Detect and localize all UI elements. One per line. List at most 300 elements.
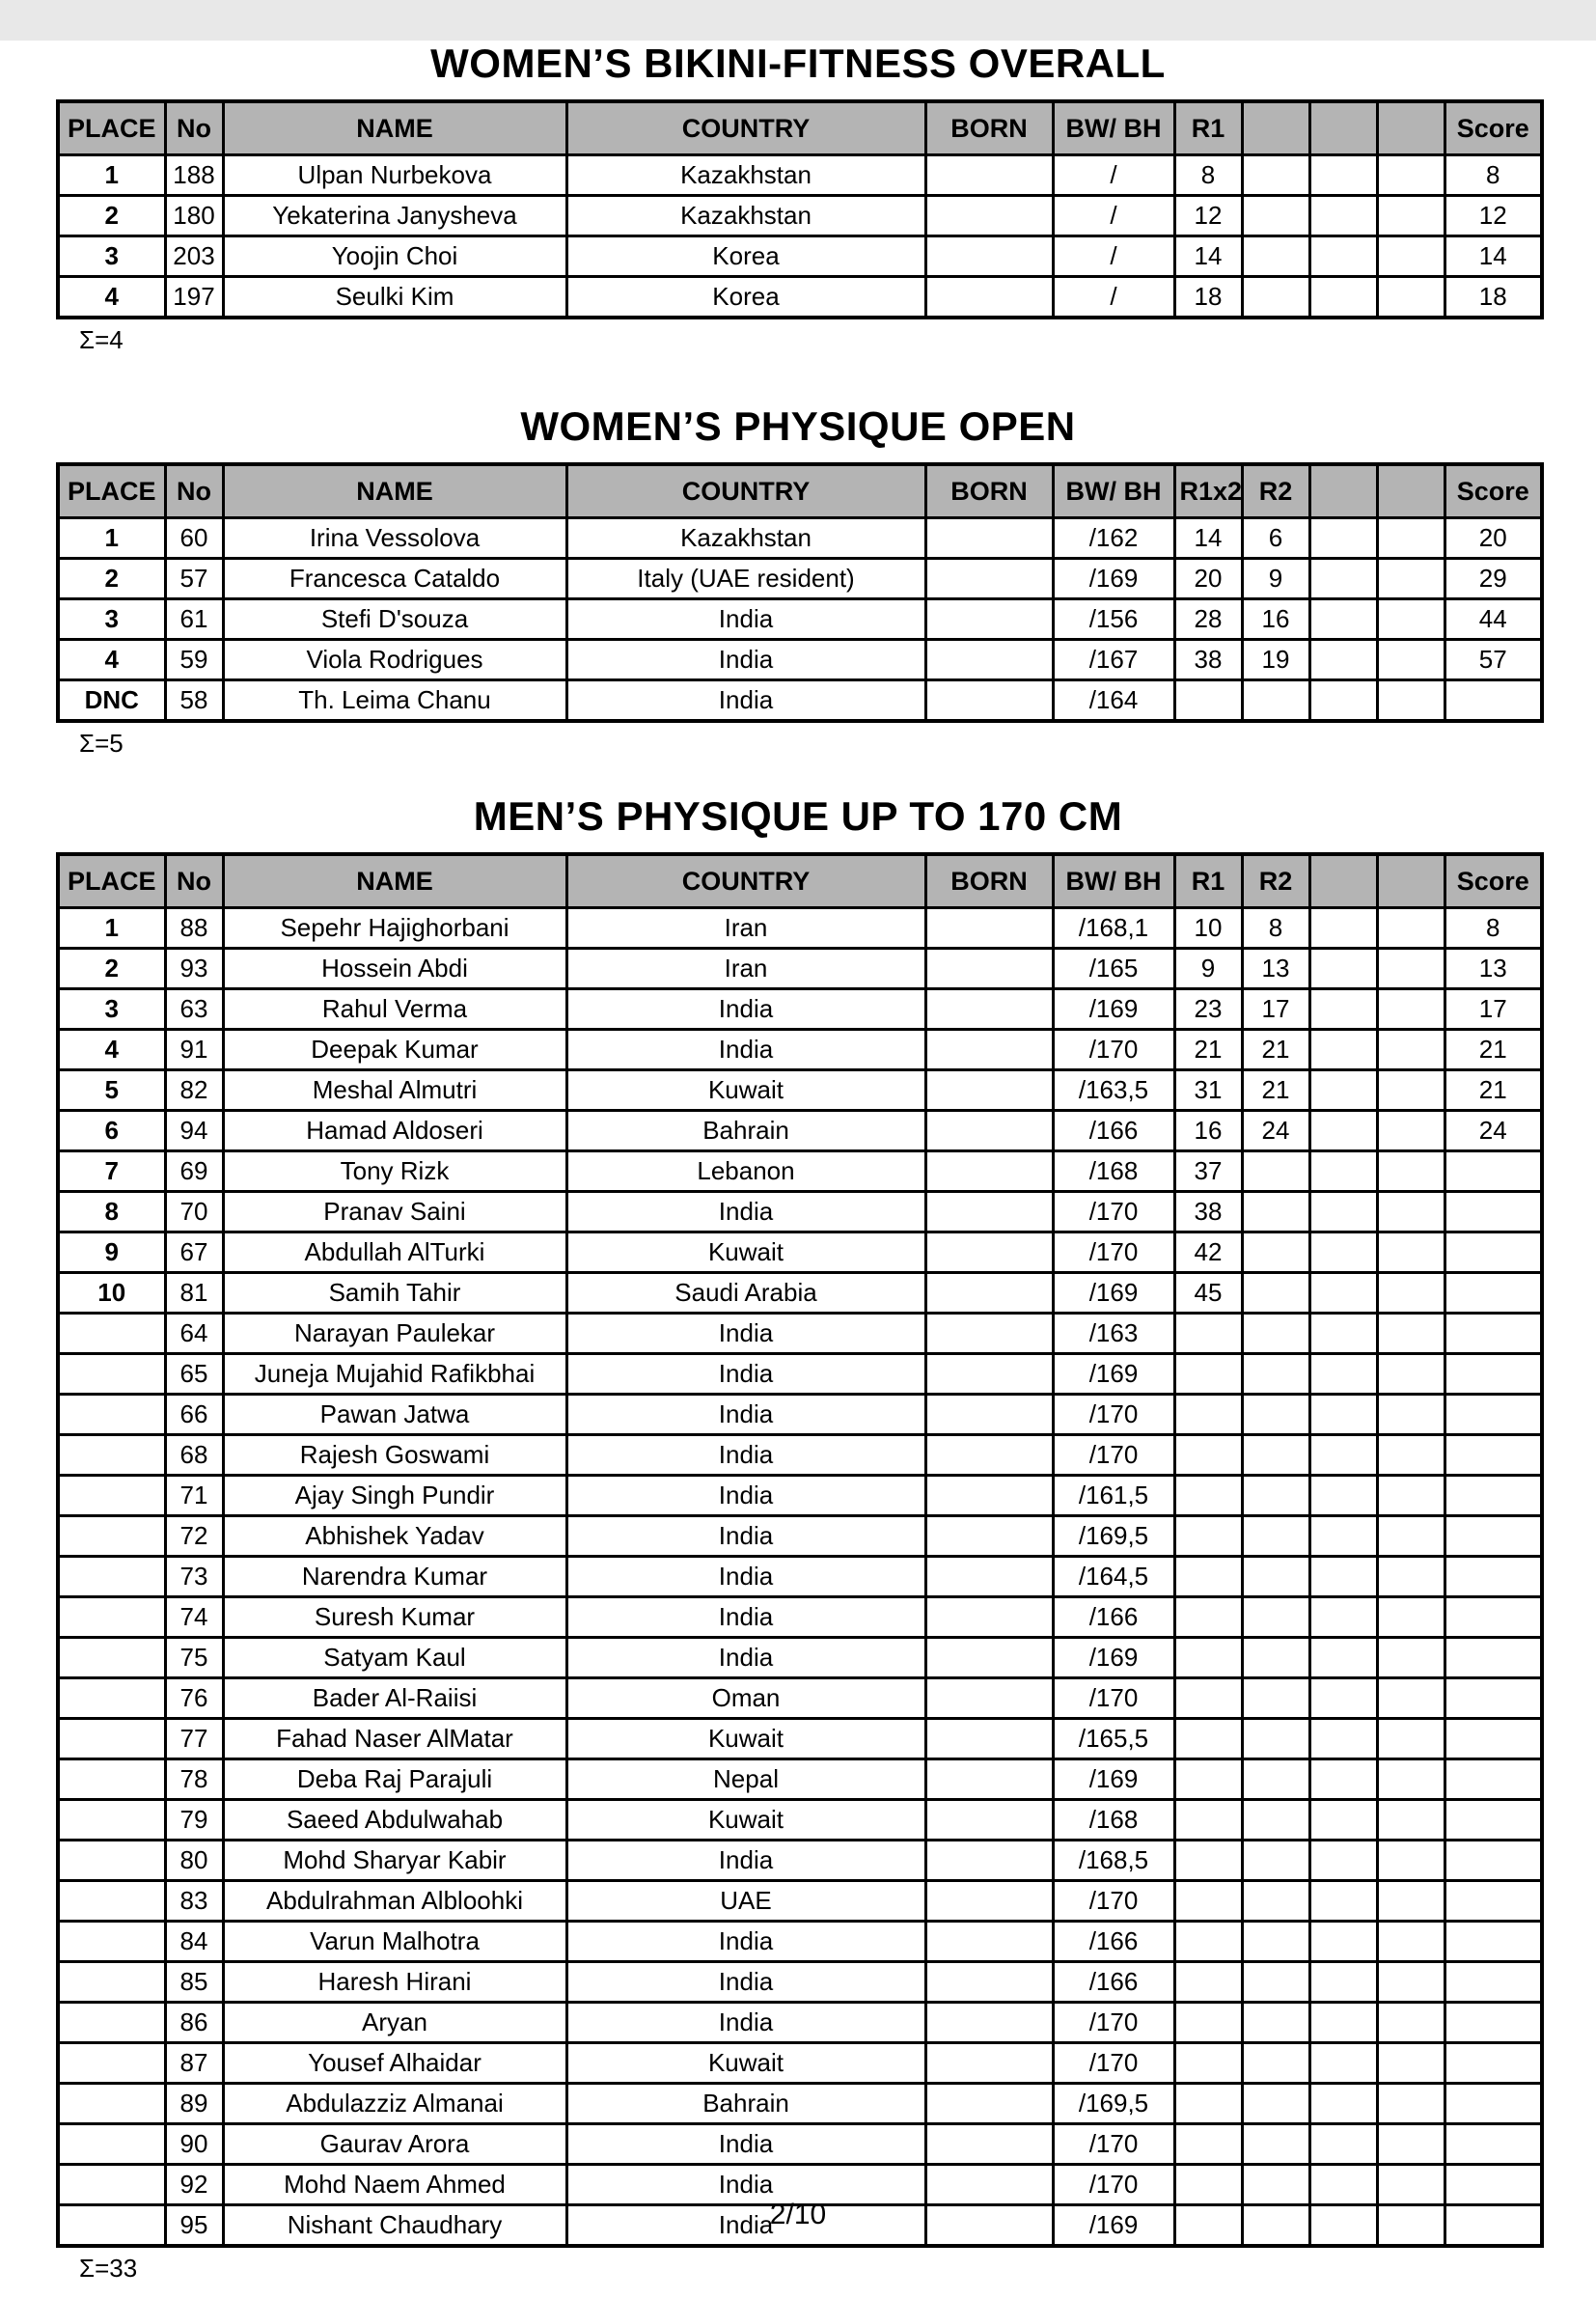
extra-cell bbox=[1377, 2084, 1445, 2124]
country-cell: Iran bbox=[566, 908, 925, 949]
round1-cell bbox=[1174, 1719, 1242, 1759]
round2-cell bbox=[1242, 1719, 1309, 1759]
bwbh-cell: /168 bbox=[1053, 1800, 1174, 1841]
country-cell: India bbox=[566, 1841, 925, 1881]
extra-cell bbox=[1309, 2124, 1377, 2165]
round1-cell: 18 bbox=[1174, 277, 1242, 318]
no-cell: 61 bbox=[165, 599, 223, 640]
born-cell bbox=[925, 1719, 1053, 1759]
header-r1x2: R1x2 bbox=[1174, 464, 1242, 518]
country-cell: India bbox=[566, 1922, 925, 1962]
country-cell: Iran bbox=[566, 949, 925, 989]
born-cell bbox=[925, 2084, 1053, 2124]
score-cell bbox=[1445, 680, 1542, 722]
round1-cell: 42 bbox=[1174, 1232, 1242, 1273]
extra-cell bbox=[1377, 1516, 1445, 1557]
extra-cell bbox=[1309, 155, 1377, 196]
born-cell bbox=[925, 196, 1053, 236]
round2-cell bbox=[1242, 1557, 1309, 1597]
score-cell bbox=[1445, 2124, 1542, 2165]
name-cell: Satyam Kaul bbox=[223, 1638, 566, 1678]
country-cell: India bbox=[566, 1476, 925, 1516]
name-cell: Deba Raj Parajuli bbox=[223, 1759, 566, 1800]
place-cell: 3 bbox=[58, 989, 165, 1030]
bwbh-cell: /170 bbox=[1053, 1192, 1174, 1232]
born-cell bbox=[925, 1070, 1053, 1111]
no-cell: 58 bbox=[165, 680, 223, 722]
name-cell: Abdulazziz Almanai bbox=[223, 2084, 566, 2124]
no-cell: 68 bbox=[165, 1435, 223, 1476]
no-cell: 63 bbox=[165, 989, 223, 1030]
round2-cell bbox=[1242, 155, 1309, 196]
round2-cell bbox=[1242, 1151, 1309, 1192]
round2-cell bbox=[1242, 196, 1309, 236]
country-cell: Kuwait bbox=[566, 2043, 925, 2084]
name-cell: Th. Leima Chanu bbox=[223, 680, 566, 722]
born-cell bbox=[925, 155, 1053, 196]
extra-cell bbox=[1377, 908, 1445, 949]
born-cell bbox=[925, 1962, 1053, 2003]
extra-cell bbox=[1309, 518, 1377, 559]
no-cell: 92 bbox=[165, 2165, 223, 2205]
bwbh-cell: /166 bbox=[1053, 1922, 1174, 1962]
table-row bbox=[58, 1557, 1542, 1597]
no-cell: 85 bbox=[165, 1962, 223, 2003]
results-table-womens-bikini-fitness bbox=[56, 99, 1544, 319]
place-cell bbox=[58, 2124, 165, 2165]
name-cell: Mohd Sharyar Kabir bbox=[223, 1841, 566, 1881]
born-cell bbox=[925, 2003, 1053, 2043]
name-cell: Aryan bbox=[223, 2003, 566, 2043]
table-row bbox=[58, 518, 1542, 559]
country-cell: India bbox=[566, 2003, 925, 2043]
bwbh-cell: / bbox=[1053, 236, 1174, 277]
bwbh-cell: /163,5 bbox=[1053, 1070, 1174, 1111]
no-cell: 59 bbox=[165, 640, 223, 680]
table-row bbox=[58, 2003, 1542, 2043]
name-cell: Pawan Jatwa bbox=[223, 1395, 566, 1435]
table-row bbox=[58, 1030, 1542, 1070]
extra-cell bbox=[1309, 1881, 1377, 1922]
no-cell: 71 bbox=[165, 1476, 223, 1516]
born-cell bbox=[925, 1395, 1053, 1435]
page-footer bbox=[0, 2199, 1596, 2231]
score-cell bbox=[1445, 1800, 1542, 1841]
extra-cell bbox=[1377, 277, 1445, 318]
born-cell bbox=[925, 1476, 1053, 1516]
extra-cell bbox=[1309, 277, 1377, 318]
extra-cell bbox=[1377, 1070, 1445, 1111]
country-cell: Kuwait bbox=[566, 1232, 925, 1273]
no-cell: 77 bbox=[165, 1719, 223, 1759]
header-born: BORN bbox=[925, 854, 1053, 908]
round2-cell bbox=[1242, 1922, 1309, 1962]
name-cell: Narendra Kumar bbox=[223, 1557, 566, 1597]
name-cell: Yousef Alhaidar bbox=[223, 2043, 566, 2084]
round1-cell bbox=[1174, 1354, 1242, 1395]
header-r1: R1 bbox=[1174, 854, 1242, 908]
name-cell: Hamad Aldoseri bbox=[223, 1111, 566, 1151]
extra-cell bbox=[1377, 1962, 1445, 2003]
no-cell: 69 bbox=[165, 1151, 223, 1192]
no-cell: 76 bbox=[165, 1678, 223, 1719]
round2-cell bbox=[1242, 1597, 1309, 1638]
no-cell: 67 bbox=[165, 1232, 223, 1273]
round2-cell bbox=[1242, 1881, 1309, 1922]
country-cell: India bbox=[566, 1557, 925, 1597]
country-cell: India bbox=[566, 640, 925, 680]
header-row bbox=[58, 464, 1542, 518]
place-cell bbox=[58, 1678, 165, 1719]
round1-cell: 38 bbox=[1174, 640, 1242, 680]
born-cell bbox=[925, 989, 1053, 1030]
table-row bbox=[58, 1841, 1542, 1881]
extra-cell bbox=[1377, 1719, 1445, 1759]
country-cell: Bahrain bbox=[566, 1111, 925, 1151]
table-row bbox=[58, 1192, 1542, 1232]
table-row bbox=[58, 1759, 1542, 1800]
bwbh-cell: /170 bbox=[1053, 1435, 1174, 1476]
extra-cell bbox=[1309, 1800, 1377, 1841]
extra-cell bbox=[1377, 1192, 1445, 1232]
extra-cell bbox=[1377, 196, 1445, 236]
name-cell: Saeed Abdulwahab bbox=[223, 1800, 566, 1841]
name-cell: Yoojin Choi bbox=[223, 236, 566, 277]
extra-cell bbox=[1377, 989, 1445, 1030]
header-blank bbox=[1377, 854, 1445, 908]
extra-cell bbox=[1309, 1070, 1377, 1111]
no-cell: 74 bbox=[165, 1597, 223, 1638]
header-place: PLACE bbox=[58, 101, 165, 155]
round2-cell: 21 bbox=[1242, 1070, 1309, 1111]
born-cell bbox=[925, 1111, 1053, 1151]
country-cell: Saudi Arabia bbox=[566, 1273, 925, 1314]
sum-label: Σ=4 bbox=[79, 325, 124, 355]
bwbh-cell: /167 bbox=[1053, 640, 1174, 680]
name-cell: Gaurav Arora bbox=[223, 2124, 566, 2165]
bwbh-cell: /165 bbox=[1053, 949, 1174, 989]
country-cell: India bbox=[566, 1435, 925, 1476]
place-cell bbox=[58, 1841, 165, 1881]
born-cell bbox=[925, 1557, 1053, 1597]
bwbh-cell: /156 bbox=[1053, 599, 1174, 640]
table-row bbox=[58, 1476, 1542, 1516]
extra-cell bbox=[1377, 1557, 1445, 1597]
score-cell: 20 bbox=[1445, 518, 1542, 559]
table-row bbox=[58, 1719, 1542, 1759]
extra-cell bbox=[1309, 1841, 1377, 1881]
name-cell: Hossein Abdi bbox=[223, 949, 566, 989]
bwbh-cell: /170 bbox=[1053, 1395, 1174, 1435]
extra-cell bbox=[1309, 1354, 1377, 1395]
round1-cell bbox=[1174, 2043, 1242, 2084]
round1-cell: 16 bbox=[1174, 1111, 1242, 1151]
header-no: No bbox=[165, 464, 223, 518]
page-content bbox=[56, 41, 1540, 2284]
extra-cell bbox=[1377, 1273, 1445, 1314]
place-cell: 2 bbox=[58, 196, 165, 236]
place-cell bbox=[58, 2043, 165, 2084]
score-cell bbox=[1445, 1759, 1542, 1800]
table-row bbox=[58, 1151, 1542, 1192]
bwbh-cell: /164,5 bbox=[1053, 1557, 1174, 1597]
bwbh-cell: /164 bbox=[1053, 680, 1174, 722]
page-number: 2/10 bbox=[769, 2199, 827, 2230]
country-cell: India bbox=[566, 1962, 925, 2003]
score-cell bbox=[1445, 1841, 1542, 1881]
section-womens-physique-open bbox=[56, 403, 1540, 759]
country-cell: India bbox=[566, 1395, 925, 1435]
table-row bbox=[58, 680, 1542, 722]
extra-cell bbox=[1309, 1395, 1377, 1435]
extra-cell bbox=[1377, 1638, 1445, 1678]
round2-cell bbox=[1242, 2043, 1309, 2084]
round1-cell: 23 bbox=[1174, 989, 1242, 1030]
place-cell: 1 bbox=[58, 908, 165, 949]
born-cell bbox=[925, 640, 1053, 680]
name-cell: Nishant Chaudhary bbox=[223, 2205, 566, 2247]
extra-cell bbox=[1309, 196, 1377, 236]
bwbh-cell: /169 bbox=[1053, 559, 1174, 599]
born-cell bbox=[925, 559, 1053, 599]
name-cell: Haresh Hirani bbox=[223, 1962, 566, 2003]
round2-cell bbox=[1242, 1476, 1309, 1516]
sum-label: Σ=5 bbox=[79, 729, 124, 759]
extra-cell bbox=[1377, 2124, 1445, 2165]
no-cell: 86 bbox=[165, 2003, 223, 2043]
bwbh-cell: / bbox=[1053, 277, 1174, 318]
table-row bbox=[58, 1395, 1542, 1435]
no-cell: 84 bbox=[165, 1922, 223, 1962]
no-cell: 64 bbox=[165, 1314, 223, 1354]
bwbh-cell: /169 bbox=[1053, 989, 1174, 1030]
extra-cell bbox=[1377, 1841, 1445, 1881]
born-cell bbox=[925, 236, 1053, 277]
table-row bbox=[58, 1232, 1542, 1273]
no-cell: 70 bbox=[165, 1192, 223, 1232]
table-row bbox=[58, 1597, 1542, 1638]
page-title: WOMEN’S BIKINI-FITNESS OVERALL bbox=[430, 41, 1166, 86]
extra-cell bbox=[1309, 1759, 1377, 1800]
name-cell: Abhishek Yadav bbox=[223, 1516, 566, 1557]
round1-cell bbox=[1174, 1800, 1242, 1841]
no-cell: 60 bbox=[165, 518, 223, 559]
no-cell: 188 bbox=[165, 155, 223, 196]
score-cell bbox=[1445, 1719, 1542, 1759]
bwbh-cell: /169 bbox=[1053, 1354, 1174, 1395]
born-cell bbox=[925, 2124, 1053, 2165]
bwbh-cell: /168 bbox=[1053, 1151, 1174, 1192]
header-r2: R2 bbox=[1242, 854, 1309, 908]
results-table-womens-physique-open bbox=[56, 462, 1544, 723]
header-blank bbox=[1309, 464, 1377, 518]
table-row bbox=[58, 1070, 1542, 1111]
section-mens-physique-up-to-170cm bbox=[56, 793, 1540, 2284]
round1-cell: 45 bbox=[1174, 1273, 1242, 1314]
bwbh-cell: /169,5 bbox=[1053, 1516, 1174, 1557]
round1-cell bbox=[1174, 1395, 1242, 1435]
score-cell: 57 bbox=[1445, 640, 1542, 680]
table-row bbox=[58, 1314, 1542, 1354]
round1-cell bbox=[1174, 1476, 1242, 1516]
extra-cell bbox=[1309, 908, 1377, 949]
country-cell: India bbox=[566, 2124, 925, 2165]
extra-cell bbox=[1309, 680, 1377, 722]
name-cell: Pranav Saini bbox=[223, 1192, 566, 1232]
place-cell bbox=[58, 1759, 165, 1800]
results-table-mens-physique-170 bbox=[56, 852, 1544, 2248]
table-row bbox=[58, 1516, 1542, 1557]
country-cell: India bbox=[566, 1516, 925, 1557]
round1-cell bbox=[1174, 2124, 1242, 2165]
round2-cell bbox=[1242, 1516, 1309, 1557]
header-name: NAME bbox=[223, 101, 566, 155]
round1-cell: 37 bbox=[1174, 1151, 1242, 1192]
score-cell: 29 bbox=[1445, 559, 1542, 599]
born-cell bbox=[925, 1638, 1053, 1678]
place-cell: 1 bbox=[58, 518, 165, 559]
place-cell bbox=[58, 1314, 165, 1354]
name-cell: Viola Rodrigues bbox=[223, 640, 566, 680]
header-score: Score bbox=[1445, 101, 1542, 155]
born-cell bbox=[925, 1516, 1053, 1557]
round1-cell bbox=[1174, 1841, 1242, 1881]
place-cell bbox=[58, 1435, 165, 1476]
round1-cell: 12 bbox=[1174, 196, 1242, 236]
name-cell: Suresh Kumar bbox=[223, 1597, 566, 1638]
name-cell: Rahul Verma bbox=[223, 989, 566, 1030]
no-cell: 81 bbox=[165, 1273, 223, 1314]
round1-cell bbox=[1174, 1557, 1242, 1597]
extra-cell bbox=[1309, 1151, 1377, 1192]
no-cell: 75 bbox=[165, 1638, 223, 1678]
place-cell: 5 bbox=[58, 1070, 165, 1111]
no-cell: 73 bbox=[165, 1557, 223, 1597]
header-blank bbox=[1377, 101, 1445, 155]
bwbh-cell: /166 bbox=[1053, 1962, 1174, 2003]
place-cell: 2 bbox=[58, 559, 165, 599]
score-cell bbox=[1445, 1881, 1542, 1922]
born-cell bbox=[925, 949, 1053, 989]
name-cell: Seulki Kim bbox=[223, 277, 566, 318]
name-cell: Francesca Cataldo bbox=[223, 559, 566, 599]
no-cell: 87 bbox=[165, 2043, 223, 2084]
table-row bbox=[58, 236, 1542, 277]
bwbh-cell: /170 bbox=[1053, 2165, 1174, 2205]
extra-cell bbox=[1377, 1800, 1445, 1841]
bwbh-cell: / bbox=[1053, 155, 1174, 196]
score-cell: 8 bbox=[1445, 908, 1542, 949]
round2-cell: 9 bbox=[1242, 559, 1309, 599]
extra-cell bbox=[1309, 640, 1377, 680]
score-cell bbox=[1445, 1476, 1542, 1516]
born-cell bbox=[925, 1678, 1053, 1719]
table-row bbox=[58, 949, 1542, 989]
round1-cell: 14 bbox=[1174, 518, 1242, 559]
bwbh-cell: /166 bbox=[1053, 1111, 1174, 1151]
extra-cell bbox=[1309, 1962, 1377, 2003]
round2-cell bbox=[1242, 1759, 1309, 1800]
extra-cell bbox=[1309, 949, 1377, 989]
extra-cell bbox=[1309, 1597, 1377, 1638]
no-cell: 65 bbox=[165, 1354, 223, 1395]
place-cell: 4 bbox=[58, 1030, 165, 1070]
round2-cell bbox=[1242, 1638, 1309, 1678]
extra-cell bbox=[1377, 1881, 1445, 1922]
extra-cell bbox=[1377, 518, 1445, 559]
round2-cell: 13 bbox=[1242, 949, 1309, 989]
header-country: COUNTRY bbox=[566, 854, 925, 908]
name-cell: Juneja Mujahid Rafikbhai bbox=[223, 1354, 566, 1395]
place-cell: DNC bbox=[58, 680, 165, 722]
table-row bbox=[58, 1435, 1542, 1476]
score-cell bbox=[1445, 1922, 1542, 1962]
round1-cell bbox=[1174, 1638, 1242, 1678]
bwbh-cell: /170 bbox=[1053, 1030, 1174, 1070]
extra-cell bbox=[1377, 1678, 1445, 1719]
section-womens-bikini-fitness-overall bbox=[56, 41, 1540, 355]
table-row bbox=[58, 1922, 1542, 1962]
name-cell: Rajesh Goswami bbox=[223, 1435, 566, 1476]
header-blank bbox=[1309, 854, 1377, 908]
header-r1: R1 bbox=[1174, 101, 1242, 155]
place-cell bbox=[58, 1354, 165, 1395]
bwbh-cell: /169 bbox=[1053, 1638, 1174, 1678]
table-row bbox=[58, 1800, 1542, 1841]
no-cell: 66 bbox=[165, 1395, 223, 1435]
born-cell bbox=[925, 277, 1053, 318]
no-cell: 83 bbox=[165, 1881, 223, 1922]
score-cell bbox=[1445, 1192, 1542, 1232]
extra-cell bbox=[1309, 599, 1377, 640]
country-cell: India bbox=[566, 1354, 925, 1395]
score-cell bbox=[1445, 1557, 1542, 1597]
no-cell: 57 bbox=[165, 559, 223, 599]
born-cell bbox=[925, 908, 1053, 949]
extra-cell bbox=[1377, 640, 1445, 680]
name-cell: Tony Rizk bbox=[223, 1151, 566, 1192]
country-cell: India bbox=[566, 1597, 925, 1638]
extra-cell bbox=[1377, 1922, 1445, 1962]
place-cell bbox=[58, 2084, 165, 2124]
bwbh-cell: /170 bbox=[1053, 1678, 1174, 1719]
bwbh-cell: /162 bbox=[1053, 518, 1174, 559]
name-cell: Varun Malhotra bbox=[223, 1922, 566, 1962]
name-cell: Irina Vessolova bbox=[223, 518, 566, 559]
header-country: COUNTRY bbox=[566, 464, 925, 518]
extra-cell bbox=[1377, 1030, 1445, 1070]
score-cell: 13 bbox=[1445, 949, 1542, 989]
results-page bbox=[0, 41, 1596, 2298]
no-cell: 203 bbox=[165, 236, 223, 277]
place-cell: 7 bbox=[58, 1151, 165, 1192]
extra-cell bbox=[1309, 1638, 1377, 1678]
extra-cell bbox=[1309, 236, 1377, 277]
no-cell: 72 bbox=[165, 1516, 223, 1557]
round2-cell bbox=[1242, 2084, 1309, 2124]
table-row bbox=[58, 2043, 1542, 2084]
no-cell: 90 bbox=[165, 2124, 223, 2165]
page-title: WOMEN’S PHYSIQUE OPEN bbox=[520, 403, 1076, 450]
no-cell: 91 bbox=[165, 1030, 223, 1070]
country-cell: India bbox=[566, 680, 925, 722]
born-cell bbox=[925, 599, 1053, 640]
header-no: No bbox=[165, 854, 223, 908]
score-cell bbox=[1445, 1232, 1542, 1273]
name-cell: Ulpan Nurbekova bbox=[223, 155, 566, 196]
no-cell: 197 bbox=[165, 277, 223, 318]
bwbh-cell: /166 bbox=[1053, 1597, 1174, 1638]
